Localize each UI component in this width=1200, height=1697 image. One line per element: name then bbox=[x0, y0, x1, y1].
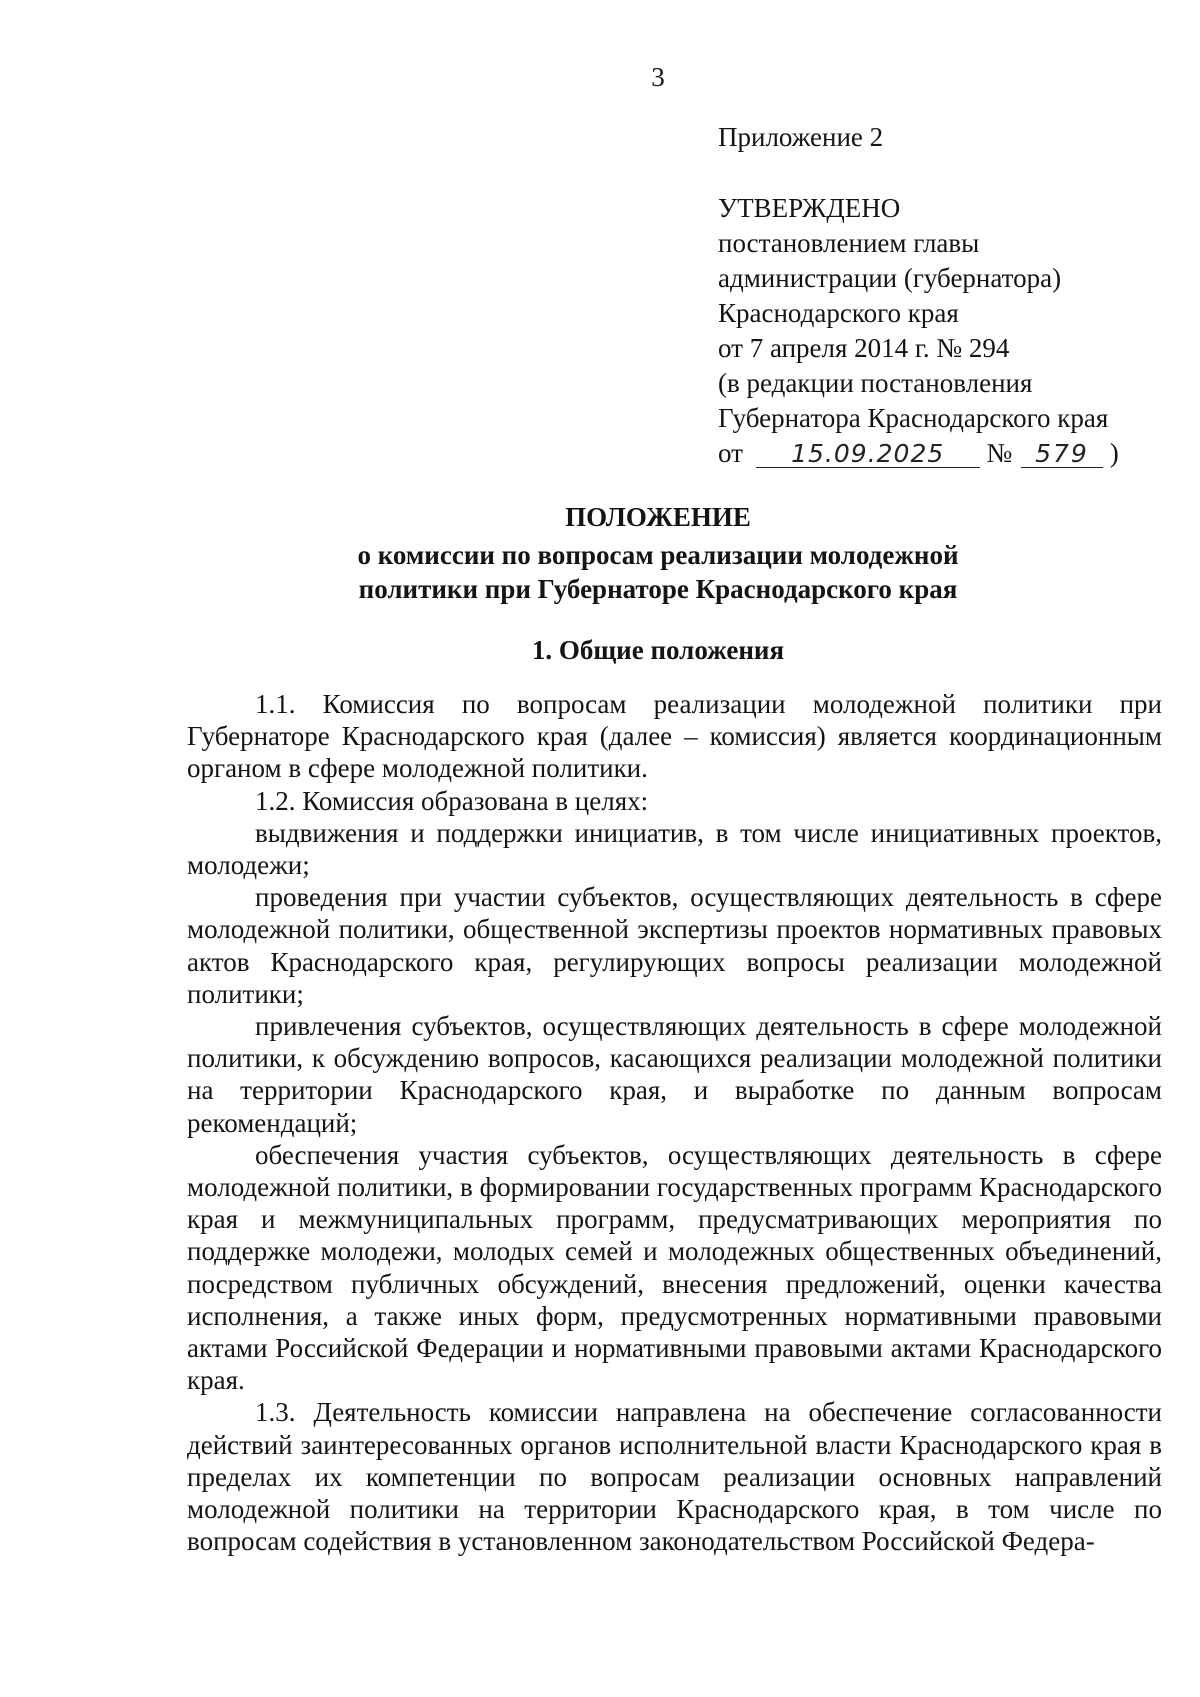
section-heading: 1. Общие положения bbox=[531, 635, 785, 665]
paragraph: 1.3. Деятельность комиссии направлена на обеспечение согласованности действий заинтересованных органов исполнительной власти Краснодарского края в пределах их компетенции по вопросам реализации основных направлений молодежной политики на территории Краснодарского края, в том числе по вопросам содействия в установленном законодательством Российской Федера- bbox=[187, 1397, 1162, 1557]
approval-line: (в редакции постановления bbox=[718, 368, 1033, 398]
subtitle-line: о комиссии по вопросам реализации молодежной bbox=[357, 540, 959, 570]
page-number: 3 bbox=[651, 62, 665, 92]
paragraph: выдвижения и поддержки инициатив, в том числе инициативных проектов, молодежи; bbox=[187, 817, 1162, 881]
appendix-label: Приложение 2 bbox=[718, 122, 884, 152]
from-label: от bbox=[718, 438, 743, 468]
handwritten-date: 15.09.2025 bbox=[756, 440, 980, 468]
approval-line: Краснодарского края bbox=[718, 298, 959, 328]
handwritten-number: 579 bbox=[1021, 440, 1103, 468]
paragraph: 1.1. Комиссия по вопросам реализации молодежной политики при Губернаторе Краснодарского края (далее – комиссия) является координационным органом в сфере молодежной политики. bbox=[187, 689, 1162, 784]
paragraph: привлечения субъектов, осуществляющих деятельность в сфере молодежной политики, к обсуждению вопросов, касающихся реализации молодежной политики на территории Краснодарского края, и выработке по данным вопросам рекомендаций; bbox=[187, 1011, 1162, 1138]
paragraph: обеспечения участия субъектов, осуществляющих деятельность в сфере молодежной политики, в формировании государственных программ Краснодарского края и межмуниципальных программ, предусматривающих мероприятия по поддержке молодежи, молодых семей и молодежных общественных объединений, посредством публичных обсуждений, внесения предложений, оценки качества исполнения, а также иных форм, предусмотренных нормативными правовыми актами Российской Федерации и нормативными правовыми актами Краснодарского края. bbox=[187, 1139, 1162, 1396]
approved-stamp-text: УТВЕРЖДЕНО bbox=[718, 193, 901, 223]
document-body bbox=[187, 688, 1162, 1557]
approval-block bbox=[718, 120, 1178, 471]
approval-line: Губернатора Краснодарского края bbox=[718, 403, 1109, 433]
approval-line: администрации (губернатора) bbox=[718, 263, 1062, 293]
paragraph: 1.2. Комиссия образована в целях: bbox=[255, 785, 649, 816]
document-subtitle bbox=[0, 538, 1200, 606]
approval-line: от 7 апреля 2014 г. № 294 bbox=[718, 333, 1010, 363]
document-title: ПОЛОЖЕНИЕ bbox=[565, 502, 751, 532]
subtitle-line: политики при Губернаторе Краснодарского края bbox=[358, 574, 958, 604]
amendment-date-line bbox=[718, 436, 1178, 471]
closing-paren: ) bbox=[1109, 438, 1119, 468]
paragraph: проведения при участии субъектов, осуществляющих деятельность в сфере молодежной политики, общественной экспертизы проектов нормативных правовых актов Краснодарского края, регулирующих вопросы реализации молодежной политики; bbox=[187, 882, 1162, 1009]
number-label: № bbox=[986, 438, 1013, 468]
approval-line: постановлением главы bbox=[718, 228, 980, 258]
